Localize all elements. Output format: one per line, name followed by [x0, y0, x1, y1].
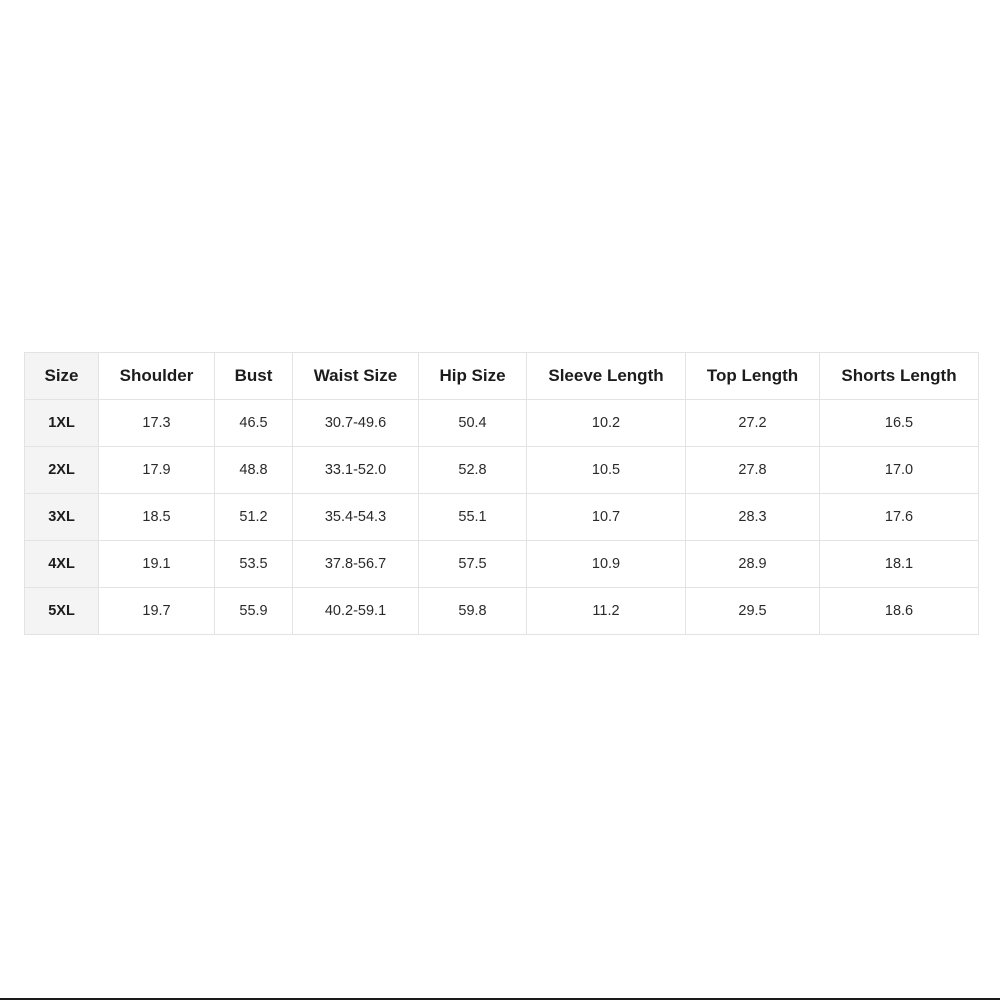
- waist-size-cell: 40.2-59.1: [293, 588, 419, 635]
- header-row: [25, 353, 979, 400]
- size-cell: 2XL: [25, 447, 99, 494]
- header-hip-size: Hip Size: [419, 353, 527, 400]
- hip-size-cell: 52.8: [419, 447, 527, 494]
- shorts-length-cell: 17.0: [820, 447, 979, 494]
- table-row: [25, 588, 979, 635]
- waist-size-cell: 33.1-52.0: [293, 447, 419, 494]
- header-shoulder: Shoulder: [99, 353, 215, 400]
- sleeve-length-cell: 10.2: [527, 400, 686, 447]
- sleeve-length-cell: 11.2: [527, 588, 686, 635]
- waist-size-cell: 35.4-54.3: [293, 494, 419, 541]
- shoulder-cell: 17.9: [99, 447, 215, 494]
- shoulder-cell: 18.5: [99, 494, 215, 541]
- hip-size-cell: 59.8: [419, 588, 527, 635]
- hip-size-cell: 55.1: [419, 494, 527, 541]
- hip-size-cell: 57.5: [419, 541, 527, 588]
- size-cell: 3XL: [25, 494, 99, 541]
- top-length-cell: 28.3: [686, 494, 820, 541]
- table-row: [25, 400, 979, 447]
- top-length-cell: 27.2: [686, 400, 820, 447]
- shoulder-cell: 19.1: [99, 541, 215, 588]
- header-top-length: Top Length: [686, 353, 820, 400]
- table-row: [25, 494, 979, 541]
- size-cell: 4XL: [25, 541, 99, 588]
- hip-size-cell: 50.4: [419, 400, 527, 447]
- shorts-length-cell: 18.6: [820, 588, 979, 635]
- waist-size-cell: 30.7-49.6: [293, 400, 419, 447]
- size-cell: 5XL: [25, 588, 99, 635]
- size-chart-table: [24, 352, 979, 635]
- sleeve-length-cell: 10.7: [527, 494, 686, 541]
- bust-cell: 46.5: [215, 400, 293, 447]
- waist-size-cell: 37.8-56.7: [293, 541, 419, 588]
- top-length-cell: 27.8: [686, 447, 820, 494]
- header-waist-size: Waist Size: [293, 353, 419, 400]
- shorts-length-cell: 18.1: [820, 541, 979, 588]
- shorts-length-cell: 16.5: [820, 400, 979, 447]
- header-sleeve-length: Sleeve Length: [527, 353, 686, 400]
- shorts-length-cell: 17.6: [820, 494, 979, 541]
- header-shorts-length: Shorts Length: [820, 353, 979, 400]
- top-length-cell: 29.5: [686, 588, 820, 635]
- shoulder-cell: 19.7: [99, 588, 215, 635]
- header-size: Size: [25, 353, 99, 400]
- bust-cell: 53.5: [215, 541, 293, 588]
- sleeve-length-cell: 10.5: [527, 447, 686, 494]
- table-row: [25, 447, 979, 494]
- bust-cell: 55.9: [215, 588, 293, 635]
- sleeve-length-cell: 10.9: [527, 541, 686, 588]
- bust-cell: 51.2: [215, 494, 293, 541]
- size-cell: 1XL: [25, 400, 99, 447]
- top-length-cell: 28.9: [686, 541, 820, 588]
- bust-cell: 48.8: [215, 447, 293, 494]
- shoulder-cell: 17.3: [99, 400, 215, 447]
- table-row: [25, 541, 979, 588]
- header-bust: Bust: [215, 353, 293, 400]
